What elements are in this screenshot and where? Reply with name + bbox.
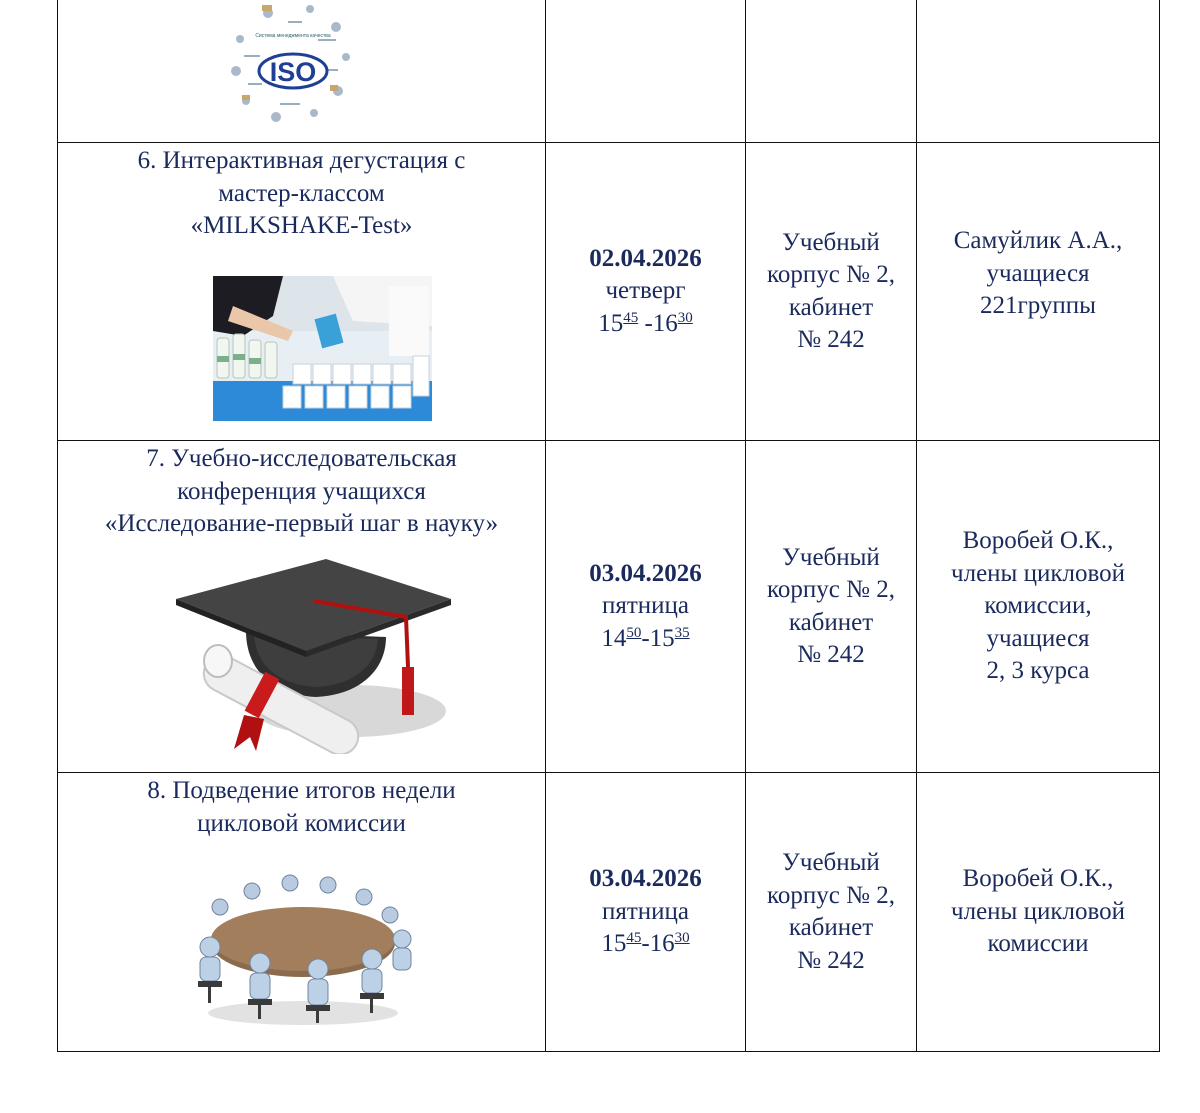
table-row xyxy=(58,441,1160,773)
responsible-cell: Воробей О.К., члены цикловой комиссии, учащиеся 2, 3 курса xyxy=(917,441,1160,773)
event-title: 7. Учебно-исследовательская конференция учащихся «Исследование-первый шаг в науку» xyxy=(104,445,499,537)
event-title: 6. Интерактивная дегустация с мастер-классом «MILKSHAKE-Test» xyxy=(137,147,466,239)
place-cell: Учебный корпус № 2, кабинет № 242 xyxy=(746,441,917,773)
event-title: 8. Подведение итогов недели цикловой комиссии xyxy=(147,777,456,837)
event-cell xyxy=(58,441,546,773)
round-table-meeting-icon xyxy=(190,873,416,1028)
table-row xyxy=(58,143,1160,441)
event-time: $14^{50}-15^{35}$ xyxy=(601,624,690,652)
responsible-cell: Самуйлик А.А., учащиеся 221группы xyxy=(917,143,1160,441)
event-time: $15^{45}$ $-16^{30}$ xyxy=(598,309,693,337)
event-date: 03.04.2026 xyxy=(589,559,702,587)
event-cell xyxy=(58,773,546,1052)
date-cell xyxy=(546,773,746,1052)
table-row xyxy=(58,0,1160,143)
event-cell xyxy=(58,0,546,143)
responsible-cell: Воробей О.К., члены цикловой комиссии xyxy=(917,773,1160,1052)
iso-standards-icon xyxy=(218,0,368,127)
date-cell xyxy=(546,441,746,773)
milkshake-tasting-photo xyxy=(213,276,432,421)
event-cell xyxy=(58,143,546,441)
schedule-table xyxy=(57,0,1160,1052)
table-row xyxy=(58,773,1160,1052)
place-cell: Учебный корпус № 2, кабинет № 242 xyxy=(746,773,917,1052)
event-time: $15^{45}-16^{30}$ xyxy=(601,930,690,958)
responsible-cell xyxy=(917,0,1160,143)
svg-text:ISO: ISO xyxy=(269,57,317,87)
date-cell xyxy=(546,0,746,143)
event-weekday: пятница xyxy=(601,592,690,620)
place-cell: Учебный корпус № 2, кабинет № 242 xyxy=(746,143,917,441)
svg-text:Система менеджмента качества: Система менеджмента качества xyxy=(255,33,331,39)
date-cell xyxy=(546,143,746,441)
graduation-cap-diploma-icon xyxy=(176,559,451,754)
place-cell xyxy=(746,0,917,143)
event-weekday: пятница xyxy=(601,897,690,925)
event-date: 02.04.2026 xyxy=(589,244,702,272)
event-date: 03.04.2026 xyxy=(589,865,702,893)
event-weekday: четверг xyxy=(605,277,686,305)
